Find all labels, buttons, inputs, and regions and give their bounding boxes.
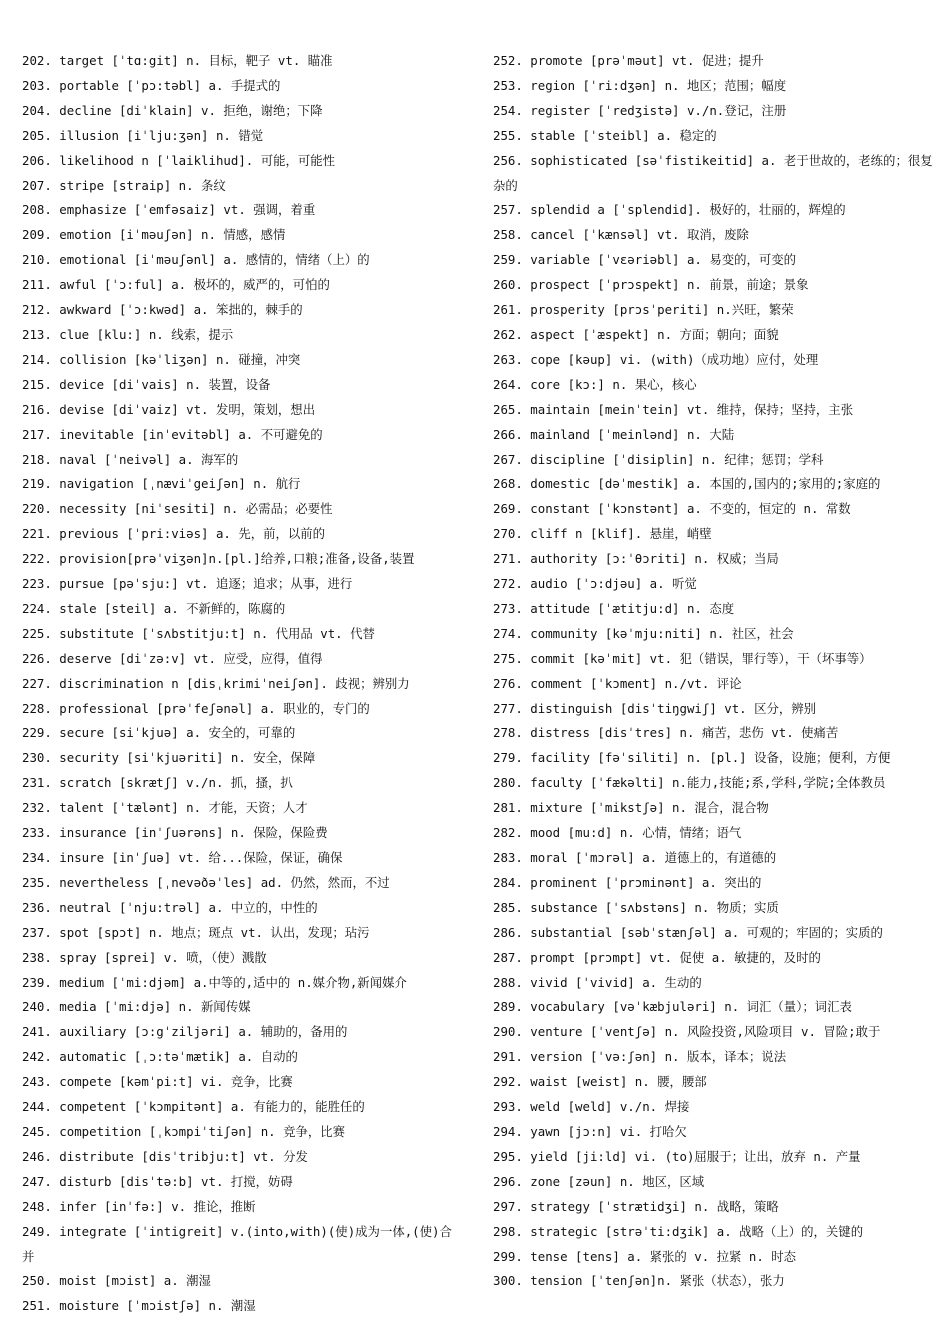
vocab-entry: 267. discipline [ˈdisiplin] n. 纪律；惩罚；学科 [493, 451, 824, 467]
vocab-entry: 292. waist [weist] n. 腰，腰部 [493, 1074, 707, 1090]
vocab-entry: 290. venture [ˈventʃə] n. 风险投资,风险项目 v. 冒险;敢于 [493, 1024, 881, 1040]
vocab-entry: 216. devise [diˈvaiz] vt. 发明，策划，想出 [22, 401, 316, 417]
vocab-entry: 251. moisture [ˈmɔistʃə] n. 潮湿 [22, 1298, 256, 1314]
vocab-entry: 234. insure [inˈʃuə] vt. 给...保险，保证，确保 [22, 850, 343, 865]
vocab-entry: 270. cliff n [klif]. 悬崖，峭壁 [493, 526, 712, 542]
vocab-entry: 208. emphasize [ˈemfəsaiz] vt. 强调，着重 [22, 202, 316, 218]
vocab-entry: 272. audio [ˈɔ:djəu] a. 听觉 [493, 576, 697, 592]
vocab-entry: 202. target [ˈtɑ:git] n. 目标，靶子 vt. 瞄准 [22, 53, 333, 68]
right-column [493, 49, 933, 1294]
vocab-entry: 243. compete [kəmˈpi:t] vi. 竞争，比赛 [22, 1074, 293, 1090]
vocab-entry: 239. medium [ˈmi:djəm] a.中等的,适中的 n.媒介物,新闻媒介 [22, 974, 407, 990]
vocab-entry: 214. collision [kəˈliʒən] n. 碰撞，冲突 [22, 351, 301, 367]
vocab-entry: 294. yawn [jɔ:n] vi. 打哈欠 [493, 1123, 687, 1139]
vocab-entry: 225. substitute [ˈsʌbstitju:t] n. 代用品 vt. 代替 [22, 625, 375, 641]
vocab-entry: 296. zone [zəun] n. 地区，区域 [493, 1173, 705, 1189]
vocab-entry: 300. tension [ˈtenʃən]n. 紧张（状态），张力 [493, 1273, 785, 1289]
vocab-entry: 235. nevertheless [ˌnevəðəˈles] ad. 仍然，然而，不过 [22, 874, 390, 890]
vocab-entry: 255. stable [ˈsteibl] a. 稳定的 [493, 127, 717, 143]
vocab-entry: 279. facility [fəˈsiliti] n. [pl.] 设备，设施；便利，方便 [493, 750, 891, 766]
vocab-entry: 273. attitude [ˈætitju:d] n. 态度 [493, 600, 735, 616]
vocab-entry: 222. provision[prəˈviʒən]n.[pl.]给养,口粮;准备,设备,装置 [22, 551, 415, 567]
vocab-entry: 265. maintain [meinˈtein] vt. 维持，保持；坚持，主张 [493, 401, 854, 417]
vocab-entry: 226. deserve [diˈzə:v] vt. 应受，应得，值得 [22, 650, 323, 666]
vocab-entry: 229. secure [siˈkjuə] a. 安全的，可靠的 [22, 725, 296, 741]
vocab-entry: 269. constant [ˈkɔnstənt] a. 不变的，恒定的 n. 常数 [493, 501, 851, 517]
vocab-entry: 245. competition [ˌkɔmpiˈtiʃən] n. 竞争，比赛 [22, 1123, 346, 1139]
vocab-entry: 236. neutral [ˈnju:trəl] a. 中立的，中性的 [22, 899, 318, 915]
vocab-entry: 221. previous [ˈpri:viəs] a. 先，前，以前的 [22, 526, 326, 542]
vocab-entry: 215. device [diˈvais] n. 装置，设备 [22, 376, 271, 392]
vocab-entry: 288. vivid [ˈvivid] a. 生动的 [493, 974, 702, 990]
vocab-entry: 275. commit [kəˈmit] vt. 犯（错误，罪行等），干（坏事等） [493, 650, 872, 666]
vocab-entry: 250. moist [mɔist] a. 潮湿 [22, 1273, 211, 1289]
vocab-entry: 230. security [siˈkjuəriti] n. 安全，保障 [22, 750, 316, 766]
vocab-entry: 282. mood [mu:d] n. 心情，情绪；语气 [493, 825, 742, 841]
vocab-entry: 299. tense [tens] a. 紧张的 v. 拉紧 n. 时态 [493, 1248, 797, 1264]
vocab-entry: 284. prominent [ˈprɔminənt] a. 突出的 [493, 874, 762, 890]
vocab-entry: 207. stripe [straip] n. 条纹 [22, 177, 226, 193]
vocab-entry: 277. distinguish [disˈtiŋgwiʃ] vt. 区分，辨别 [493, 700, 817, 716]
vocab-entry: 258. cancel [ˈkænsəl] vt. 取消，废除 [493, 227, 749, 243]
vocab-entry: 231. scratch [skrætʃ] v./n. 抓，搔，扒 [22, 775, 293, 791]
vocab-entry: 293. weld [weld] v./n. 焊接 [493, 1099, 690, 1115]
vocab-entry: 280. faculty [ˈfækəlti] n.能力,技能;系,学科,学院;全体教员 [493, 775, 886, 791]
vocab-entry: 261. prosperity [prɔsˈperiti] n.兴旺，繁荣 [493, 302, 794, 318]
vocab-entry: 285. substance [ˈsʌbstəns] n. 物质；实质 [493, 899, 779, 915]
vocab-entry: 256. sophisticated [səˈfistikeitid] a. 老于世故的，老练的；很复杂的 [493, 152, 933, 193]
vocab-entry: 205. illusion [iˈlju:ʒən] n. 错觉 [22, 127, 264, 143]
vocab-entry: 240. media [ˈmi:djə] n. 新闻传媒 [22, 999, 251, 1015]
vocab-entry: 241. auxiliary [ɔ:gˈziljəri] a. 辅助的，备用的 [22, 1024, 348, 1040]
vocab-entry: 274. community [kəˈmju:niti] n. 社区，社会 [493, 625, 794, 641]
vocab-entry: 276. comment [ˈkɔment] n./vt. 评论 [493, 675, 742, 691]
vocab-entry: 246. distribute [disˈtribju:t] vt. 分发 [22, 1148, 308, 1164]
left-column [22, 49, 462, 1319]
vocab-entry: 203. portable [ˈpɔ:təbl] a. 手提式的 [22, 77, 281, 93]
vocab-entry: 253. region [ˈri:dʒən] n. 地区；范围；幅度 [493, 77, 787, 93]
vocab-entry: 297. strategy [ˈstrætidʒi] n. 战略，策略 [493, 1198, 779, 1214]
vocab-entry: 212. awkward [ˈɔ:kwəd] a. 笨拙的，棘手的 [22, 302, 303, 318]
vocab-entry: 271. authority [ɔ:ˈθɔriti] n. 权威；当局 [493, 551, 779, 567]
vocab-entry: 247. disturb [disˈtə:b] vt. 打搅，妨碍 [22, 1173, 293, 1189]
vocab-entry: 206. likelihood n [ˈlaiklihud]. 可能，可能性 [22, 152, 336, 168]
vocab-entry: 254. register [ˈredʒistə] v./n.登记，注册 [493, 102, 787, 118]
vocab-entry: 283. moral [ˈmɔrəl] a. 道德上的，有道德的 [493, 850, 777, 865]
vocab-entry: 286. substantial [səbˈstænʃəl] a. 可观的；牢固的；实质的 [493, 924, 883, 940]
vocab-entry: 295. yield [ji:ld] vi. (to)屈服于；让出，放弃 n. 产量 [493, 1148, 861, 1164]
vocab-entry: 233. insurance [inˈʃuərəns] n. 保险，保险费 [22, 825, 328, 841]
vocab-entry: 281. mixture [ˈmikstʃə] n. 混合，混合物 [493, 800, 769, 816]
vocab-entry: 211. awful [ˈɔ:ful] a. 极坏的，威严的，可怕的 [22, 277, 330, 293]
vocab-entry: 209. emotion [iˈməuʃən] n. 情感，感情 [22, 227, 286, 243]
vocab-entry: 242. automatic [ˌɔ:təˈmætik] a. 自动的 [22, 1049, 298, 1065]
vocab-entry: 210. emotional [iˈməuʃənl] a. 感情的，情绪（上）的 [22, 252, 370, 268]
vocab-entry: 223. pursue [pəˈsju:] vt. 追逐；追求；从事，进行 [22, 576, 353, 592]
vocab-entry: 291. version [ˈvə:ʃən] n. 版本，译本；说法 [493, 1049, 787, 1065]
vocab-entry: 213. clue [klu:] n. 线索，提示 [22, 326, 234, 342]
vocab-entry: 228. professional [prəˈfeʃənəl] a. 职业的，专门的 [22, 700, 370, 716]
vocab-entry: 266. mainland [ˈmeinlənd] n. 大陆 [493, 426, 735, 442]
vocab-entry: 268. domestic [dəˈmestik] a. 本国的,国内的;家用的;家庭的 [493, 476, 881, 492]
vocab-entry: 264. core [kɔ:] n. 果心，核心 [493, 376, 697, 392]
vocab-entry: 287. prompt [prɔmpt] vt. 促使 a. 敏捷的，及时的 [493, 949, 821, 965]
vocab-entry: 298. strategic [strəˈti:dʒik] a. 战略（上）的，关键的 [493, 1223, 864, 1239]
vocab-entry: 263. cope [kəup] vi. (with)（成功地）应付，处理 [493, 351, 819, 367]
vocab-entry: 289. vocabulary [vəˈkæbjuləri] n. 词汇（量）；词汇表 [493, 999, 852, 1015]
vocab-entry: 259. variable [ˈvɛəriəbl] a. 易变的，可变的 [493, 252, 797, 268]
vocab-entry: 249. integrate [ˈintigreit] v.(into,with)(使)成为一体,(使)合并 [22, 1223, 452, 1264]
vocab-entry: 218. naval [ˈneivəl] a. 海军的 [22, 451, 239, 467]
vocab-entry: 252. promote [prəˈməut] vt. 促进；提升 [493, 53, 764, 68]
vocab-entry: 244. competent [ˈkɔmpitənt] a. 有能力的，能胜任的 [22, 1099, 365, 1115]
vocab-entry: 219. navigation [ˌnæviˈgeiʃən] n. 航行 [22, 476, 301, 492]
vocab-entry: 237. spot [spɔt] n. 地点；斑点 vt. 认出，发现；玷污 [22, 924, 370, 940]
vocab-entry: 227. discrimination n [disˌkrimiˈneiʃən]. 歧视；辨别力 [22, 675, 410, 691]
vocab-entry: 248. infer [inˈfə:] v. 推论，推断 [22, 1198, 256, 1214]
vocab-entry: 238. spray [sprei] v. 喷，（使）溅散 [22, 949, 267, 965]
vocab-entry: 220. necessity [niˈsesiti] n. 必需品；必要性 [22, 501, 333, 517]
vocab-entry: 204. decline [diˈklain] v. 拒绝，谢绝；下降 [22, 102, 323, 118]
vocab-entry: 262. aspect [ˈæspekt] n. 方面；朝向；面貌 [493, 326, 779, 342]
vocab-entry: 278. distress [disˈtres] n. 痛苦，悲伤 vt. 使痛苦 [493, 725, 839, 741]
vocab-entry: 224. stale [steil] a. 不新鲜的，陈腐的 [22, 600, 286, 616]
vocab-entry: 260. prospect [ˈprɔspekt] n. 前景，前途；景象 [493, 277, 809, 293]
vocab-entry: 257. splendid a [ˈsplendid]. 极好的，壮丽的，辉煌的 [493, 202, 846, 218]
vocab-entry: 232. talent [ˈtælənt] n. 才能，天资；人才 [22, 800, 308, 816]
vocab-entry: 217. inevitable [inˈevitəbl] a. 不可避免的 [22, 426, 323, 442]
